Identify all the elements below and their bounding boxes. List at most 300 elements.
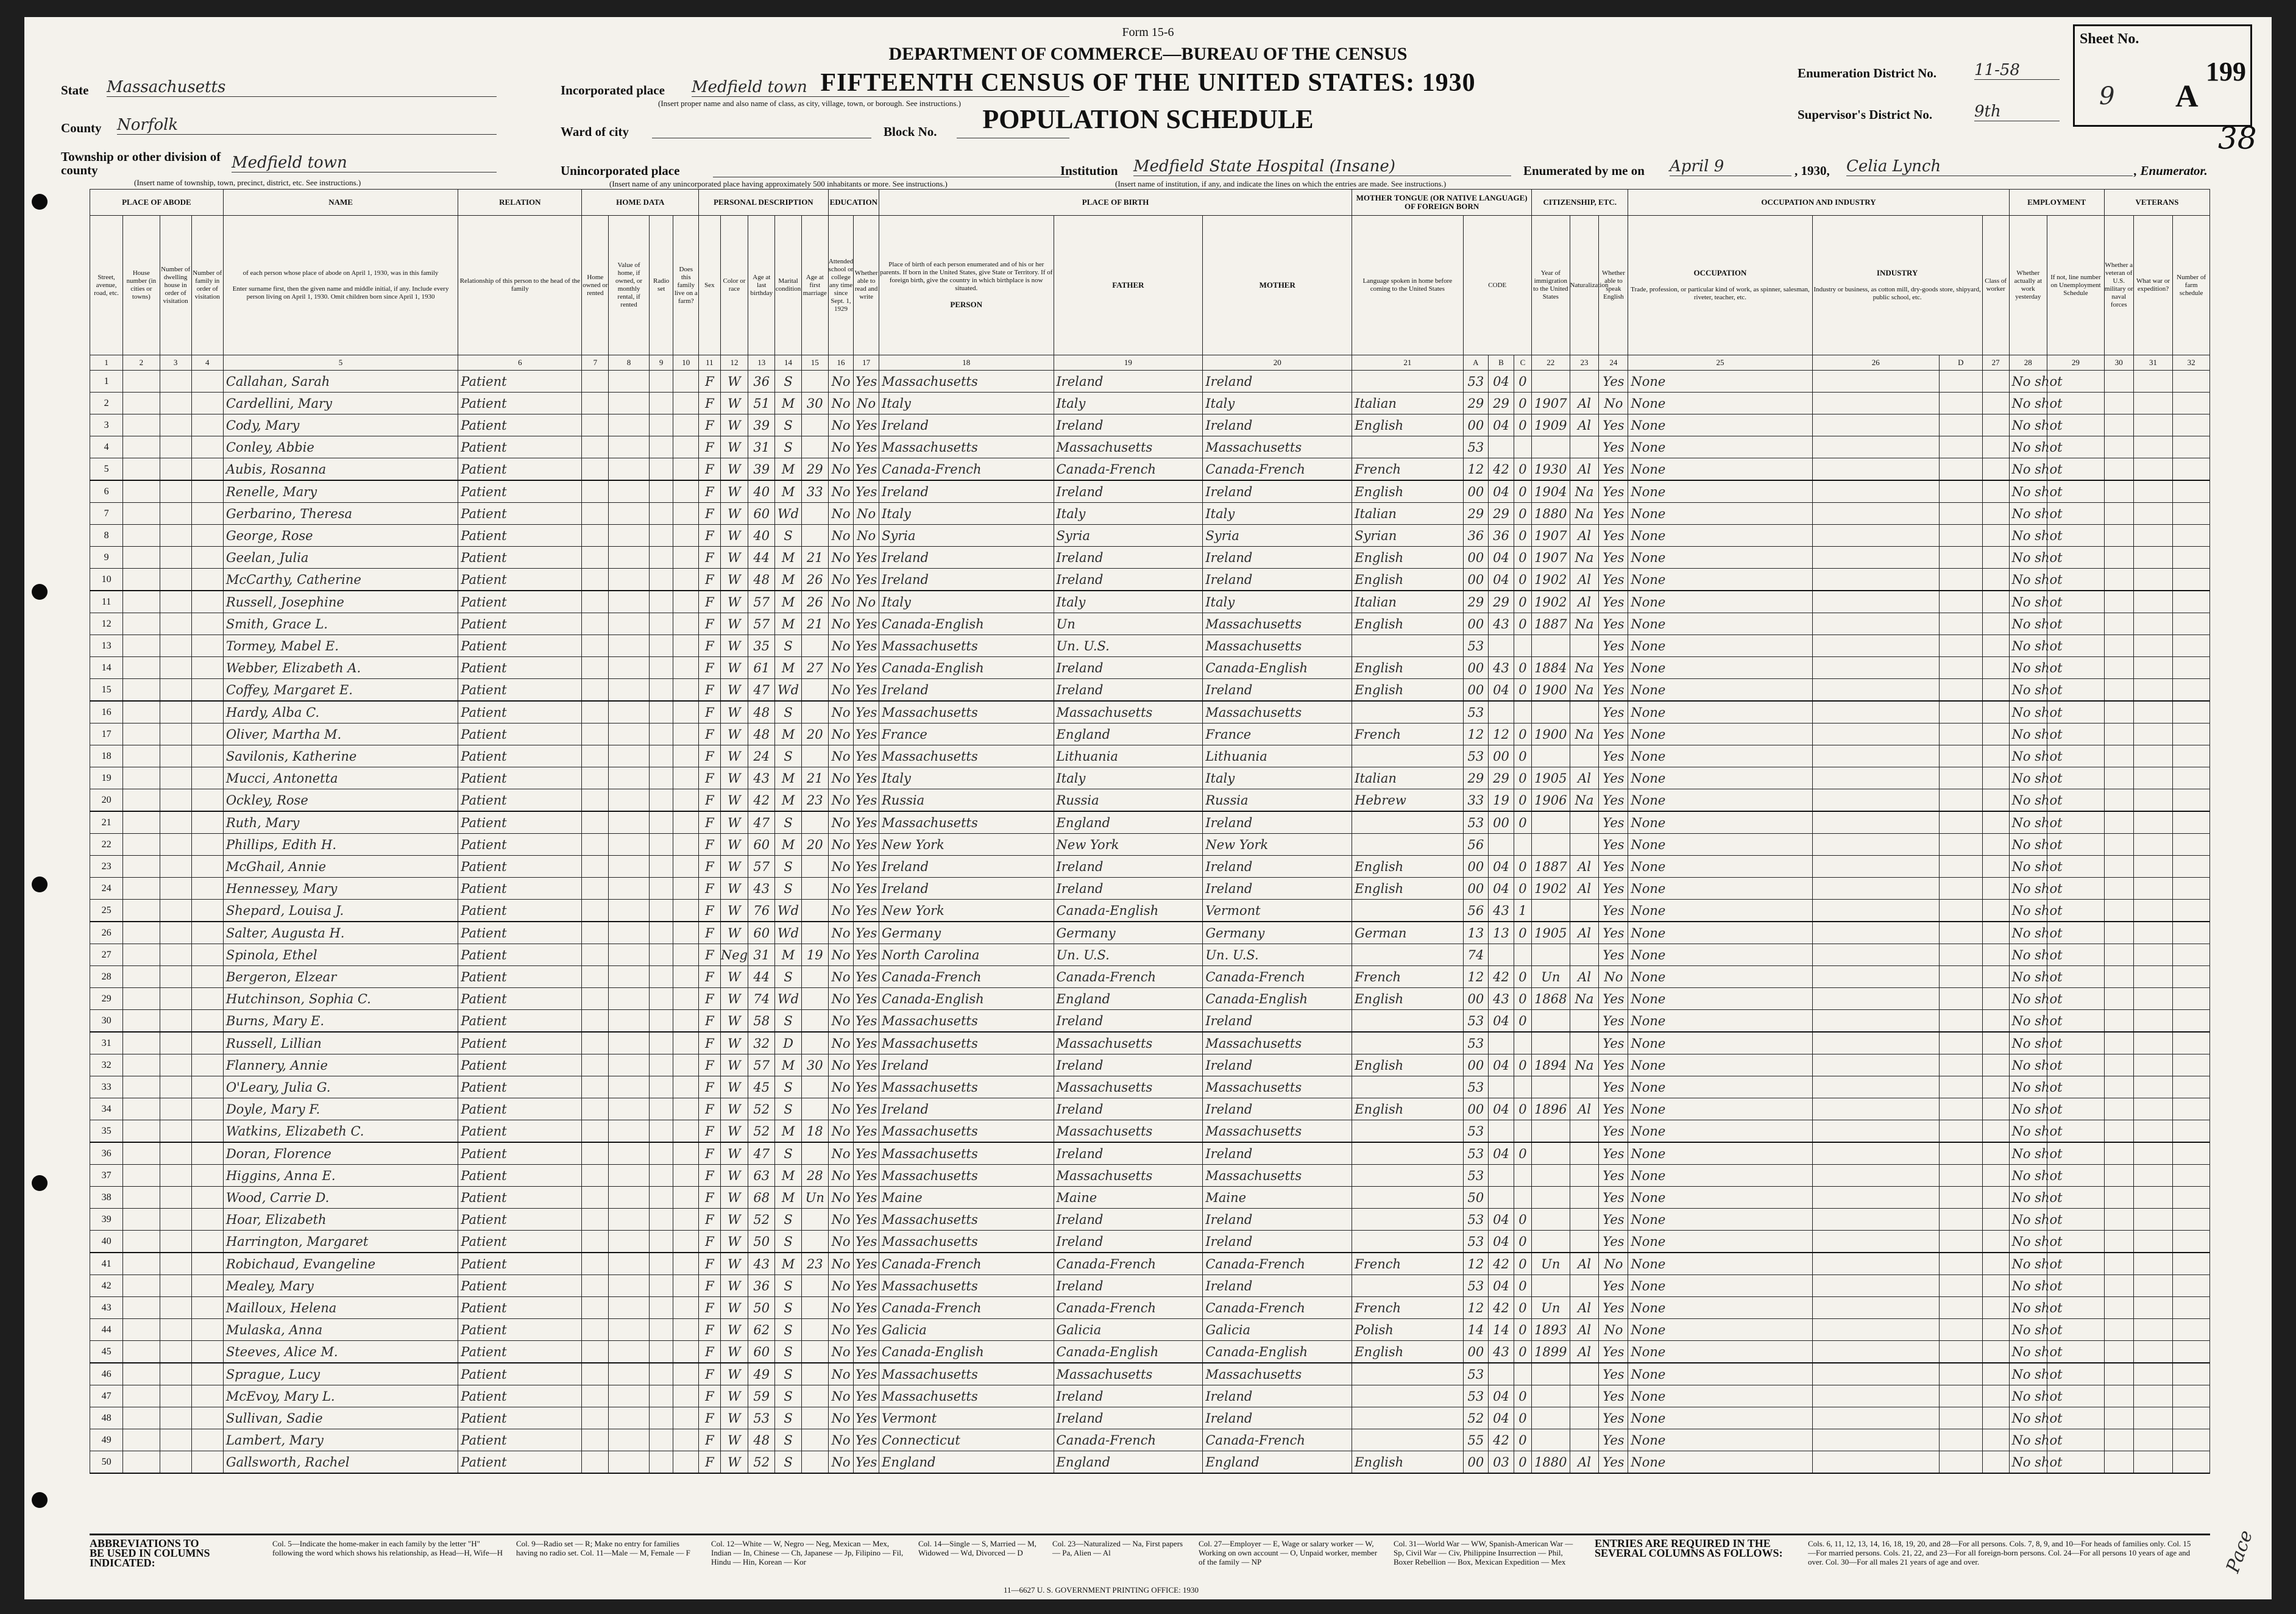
cell-eng: Yes <box>1599 1363 1628 1385</box>
cell-rel: Patient <box>458 745 582 767</box>
empty-cell <box>609 1363 650 1385</box>
empty-cell <box>160 1451 191 1474</box>
cell-cc: 0 <box>1514 922 1531 944</box>
institution-note: (Insert name of institution, if any, and indicate the lines on which the entries are made. See instructions.) <box>1115 179 1447 188</box>
cell-age: 52 <box>748 1209 775 1231</box>
cell-work: No shot <box>2009 1363 2047 1385</box>
empty-cell <box>1939 1319 1982 1341</box>
enumerator-label: , Enumerator. <box>2134 163 2208 178</box>
cell-bf: Canada-French <box>1054 1297 1203 1319</box>
cell-cb: 04 <box>1489 1275 1514 1297</box>
empty-cell <box>649 679 673 702</box>
cell-lang: Italian <box>1352 591 1463 613</box>
empty-cell <box>649 393 673 414</box>
cell-rw: Yes <box>854 1385 879 1407</box>
empty-cell <box>649 1451 673 1474</box>
cell-name: Shepard, Louisa J. <box>223 900 458 922</box>
line-number: 37 <box>90 1165 123 1187</box>
cell-cc: 0 <box>1514 1341 1531 1363</box>
cell-bf: Lithuania <box>1054 745 1203 767</box>
cell-eng: Yes <box>1599 635 1628 657</box>
line-number: 21 <box>90 811 123 834</box>
empty-cell <box>1982 1297 2009 1319</box>
empty-cell <box>609 1054 650 1076</box>
cell-sch: No <box>828 1297 854 1319</box>
empty-cell <box>2104 1363 2133 1385</box>
cell-cc <box>1514 1363 1531 1385</box>
cell-lang <box>1352 701 1463 723</box>
table-row <box>90 878 2210 900</box>
cell-bm: Ireland <box>1203 811 1352 834</box>
empty-cell <box>191 393 223 414</box>
empty-cell <box>2133 1054 2173 1076</box>
cell-bp: Ireland <box>879 1054 1054 1076</box>
empty-cell <box>2104 811 2133 834</box>
cell-occ: None <box>1628 878 1812 900</box>
empty-cell <box>2104 767 2133 789</box>
empty-cell <box>2133 1187 2173 1209</box>
column-number: A <box>1463 355 1489 371</box>
cell-ca: 53 <box>1463 1010 1489 1033</box>
empty-cell <box>582 679 609 702</box>
cell-eng: Yes <box>1599 480 1628 503</box>
hdr-read-write: Whether able to read and write <box>854 216 879 355</box>
cell-mar: M <box>775 723 802 745</box>
empty-cell <box>2133 789 2173 812</box>
empty-cell <box>1939 1209 1982 1231</box>
empty-cell <box>673 436 699 458</box>
empty-cell <box>649 1098 673 1120</box>
empty-cell <box>673 856 699 878</box>
empty-cell <box>123 1187 160 1209</box>
cell-sex: F <box>699 1385 720 1407</box>
empty-cell <box>160 789 191 812</box>
cell-mar: Wd <box>775 922 802 944</box>
abbrev-title <box>90 1539 211 1568</box>
empty-cell <box>1939 966 1982 988</box>
cell-work: No shot <box>2009 1098 2047 1120</box>
empty-cell <box>1939 1407 1982 1429</box>
empty-cell <box>123 1363 160 1385</box>
cell-sch: No <box>828 1165 854 1187</box>
cell-bm: Italy <box>1203 767 1352 789</box>
cell-imm <box>1532 1076 1570 1098</box>
empty-cell <box>2133 1275 2173 1297</box>
empty-cell <box>673 1142 699 1165</box>
column-number: 27 <box>1982 355 2009 371</box>
empty-cell <box>673 679 699 702</box>
cell-imm <box>1532 635 1570 657</box>
empty-cell <box>1812 1231 1939 1253</box>
cell-agm <box>801 988 828 1010</box>
department-title: DEPARTMENT OF COMMERCE—BUREAU OF THE CENSUS <box>888 44 1408 64</box>
cell-nat: Al <box>1570 458 1599 481</box>
empty-cell <box>1982 569 2009 591</box>
cell-sch: No <box>828 1275 854 1297</box>
cell-rel: Patient <box>458 701 582 723</box>
cell-bf: England <box>1054 811 1203 834</box>
cell-cb: 29 <box>1489 503 1514 525</box>
cell-age: 68 <box>748 1187 775 1209</box>
cell-eng: Yes <box>1599 1120 1628 1143</box>
empty-cell <box>1939 547 1982 569</box>
empty-cell <box>1982 613 2009 635</box>
cell-bf: Ireland <box>1054 856 1203 878</box>
cell-mar: M <box>775 547 802 569</box>
empty-cell <box>582 878 609 900</box>
cell-sex: F <box>699 1120 720 1143</box>
cell-sex: F <box>699 966 720 988</box>
cell-lang: Hebrew <box>1352 789 1463 812</box>
empty-cell <box>649 547 673 569</box>
group-place-of-abode: PLACE OF ABODE <box>90 190 224 216</box>
cell-sex: F <box>699 1187 720 1209</box>
cell-rel: Patient <box>458 591 582 613</box>
cell-rw: Yes <box>854 547 879 569</box>
empty-cell <box>2104 944 2133 966</box>
empty-cell <box>649 1363 673 1385</box>
cell-lang: English <box>1352 988 1463 1010</box>
cell-agm <box>801 679 828 702</box>
cell-bm: Italy <box>1203 591 1352 613</box>
cell-bm: Ireland <box>1203 679 1352 702</box>
cell-cb: 42 <box>1489 1253 1514 1275</box>
cell-rel: Patient <box>458 1429 582 1451</box>
column-number: 24 <box>1599 355 1628 371</box>
empty-cell <box>1939 701 1982 723</box>
cell-rw: Yes <box>854 834 879 856</box>
hdr-relation: Relationship of this person to the head of the family <box>458 216 582 355</box>
empty-cell <box>582 414 609 436</box>
cell-age: 36 <box>748 371 775 393</box>
cell-race: W <box>720 834 748 856</box>
line-number: 47 <box>90 1385 123 1407</box>
empty-cell <box>1939 679 1982 702</box>
census-sheet <box>24 17 2272 1599</box>
cell-cb <box>1489 635 1514 657</box>
empty-cell <box>609 789 650 812</box>
hdr-sex: Sex <box>699 216 720 355</box>
cell-bp: Massachusetts <box>879 1010 1054 1033</box>
empty-cell <box>673 1407 699 1429</box>
cell-ca: 00 <box>1463 569 1489 591</box>
empty-cell <box>1982 657 2009 679</box>
cell-sch: No <box>828 458 854 481</box>
table-row <box>90 811 2210 834</box>
cell-bp: Massachusetts <box>879 436 1054 458</box>
empty-cell <box>2133 811 2173 834</box>
column-number: 15 <box>801 355 828 371</box>
empty-cell <box>1939 613 1982 635</box>
empty-cell <box>1939 834 1982 856</box>
empty-cell <box>2173 1275 2210 1297</box>
cell-nat <box>1570 1209 1599 1231</box>
cell-nat <box>1570 371 1599 393</box>
empty-cell <box>2173 878 2210 900</box>
cell-race: W <box>720 613 748 635</box>
empty-cell <box>123 811 160 834</box>
empty-cell <box>2104 591 2133 613</box>
cell-age: 60 <box>748 1341 775 1363</box>
line-number: 46 <box>90 1363 123 1385</box>
cell-rel: Patient <box>458 789 582 812</box>
cell-age: 44 <box>748 966 775 988</box>
cell-bp: Connecticut <box>879 1429 1054 1451</box>
cell-rel: Patient <box>458 1142 582 1165</box>
cell-eng: Yes <box>1599 922 1628 944</box>
cell-rel: Patient <box>458 547 582 569</box>
cell-work: No shot <box>2009 811 2047 834</box>
cell-ca: 53 <box>1463 1275 1489 1297</box>
hdr-industry-note: Industry or business, as cotton mill, dry-goods store, shipyard, public school, etc. <box>1813 286 1981 301</box>
empty-cell <box>609 966 650 988</box>
cell-sch: No <box>828 1253 854 1275</box>
cell-imm <box>1532 834 1570 856</box>
cell-eng: Yes <box>1599 1429 1628 1451</box>
cell-rw: Yes <box>854 436 879 458</box>
abbrev-col23: Col. 23—Naturalized — Na, First papers — Pa, Alien — Al <box>1052 1539 1183 1557</box>
cell-rel: Patient <box>458 371 582 393</box>
cell-ca: 53 <box>1463 635 1489 657</box>
cell-cb: 29 <box>1489 393 1514 414</box>
cell-mar: S <box>775 1098 802 1120</box>
cell-occ: None <box>1628 525 1812 547</box>
cell-sch: No <box>828 900 854 922</box>
empty-cell <box>1982 635 2009 657</box>
cell-ca: 12 <box>1463 458 1489 481</box>
unincorporated-label: Unincorporated place <box>561 163 680 178</box>
empty-cell <box>160 393 191 414</box>
cell-agm: 19 <box>801 944 828 966</box>
hdr-name <box>223 216 458 355</box>
cell-cc: 0 <box>1514 458 1531 481</box>
table-row <box>90 613 2210 635</box>
hdr-occupation-note: Trade, profession, or particular kind of work, as spinner, salesman, riveter, teacher, etc. <box>1631 286 1810 301</box>
cell-bp: Canada-French <box>879 1297 1054 1319</box>
cell-bm: Ireland <box>1203 1054 1352 1076</box>
cell-race: W <box>720 988 748 1010</box>
cell-rw: Yes <box>854 657 879 679</box>
cell-ca: 53 <box>1463 1209 1489 1231</box>
cell-nat: Al <box>1570 1319 1599 1341</box>
cell-nat: Na <box>1570 679 1599 702</box>
empty-cell <box>123 591 160 613</box>
cell-imm: 1884 <box>1532 657 1570 679</box>
cell-nat: Na <box>1570 480 1599 503</box>
cell-ca: 14 <box>1463 1319 1489 1341</box>
empty-cell <box>2133 1165 2173 1187</box>
cell-age: 59 <box>748 1385 775 1407</box>
empty-cell <box>1939 1385 1982 1407</box>
cell-work: No shot <box>2009 569 2047 591</box>
cell-nat: Al <box>1570 767 1599 789</box>
cell-nat: Na <box>1570 657 1599 679</box>
empty-cell <box>2104 723 2133 745</box>
cell-agm <box>801 701 828 723</box>
cell-imm: 1880 <box>1532 1451 1570 1474</box>
empty-cell <box>2104 745 2133 767</box>
cell-bp: New York <box>879 834 1054 856</box>
entries-note: Cols. 6, 11, 12, 13, 14, 16, 18, 19, 20, and 28—For all persons. Cols. 7, 8, 9, and 10—For heads of families only. Col. 15—For married persons. Cols. 21, 22, and 23—For all foreign-born persons. Col. 24—For all persons 10 years of age and over. Col. 30—For all males 21 years of age and over. <box>1808 1539 2191 1566</box>
group-mother-tongue: MOTHER TONGUE (OR NATIVE LANGUAGE) OF FOREIGN BORN <box>1352 190 1532 216</box>
block-field <box>957 119 1069 138</box>
empty-cell <box>191 988 223 1010</box>
cell-agm <box>801 856 828 878</box>
empty-cell <box>1982 525 2009 547</box>
cell-sex: F <box>699 657 720 679</box>
empty-cell <box>191 1142 223 1165</box>
cell-imm: Un <box>1532 966 1570 988</box>
empty-cell <box>160 1385 191 1407</box>
line-number: 29 <box>90 988 123 1010</box>
cell-age: 57 <box>748 856 775 878</box>
empty-cell <box>649 1297 673 1319</box>
line-number: 6 <box>90 480 123 503</box>
cell-agm: 20 <box>801 723 828 745</box>
empty-cell <box>673 1165 699 1187</box>
empty-cell <box>582 789 609 812</box>
cell-sex: F <box>699 789 720 812</box>
empty-cell <box>609 1187 650 1209</box>
column-number: 8 <box>609 355 650 371</box>
empty-cell <box>160 1187 191 1209</box>
cell-mar: S <box>775 1076 802 1098</box>
empty-cell <box>673 503 699 525</box>
cell-race: W <box>720 1010 748 1033</box>
cell-lang <box>1352 834 1463 856</box>
cell-occ: None <box>1628 547 1812 569</box>
cell-lang: English <box>1352 1451 1463 1474</box>
cell-cb <box>1489 1165 1514 1187</box>
ward-field <box>652 119 871 138</box>
unincorporated-note: (Insert name of any unincorporated place having approximately 500 inhabitants or more. See instructions.) <box>609 179 948 188</box>
empty-cell <box>191 922 223 944</box>
cell-occ: None <box>1628 414 1812 436</box>
empty-cell <box>673 1275 699 1297</box>
cell-bm: Canada-English <box>1203 657 1352 679</box>
column-number: 17 <box>854 355 879 371</box>
empty-cell <box>673 922 699 944</box>
cell-nat: Al <box>1570 856 1599 878</box>
cell-rel: Patient <box>458 1120 582 1143</box>
cell-name: Bergeron, Elzear <box>223 966 458 988</box>
empty-cell <box>609 480 650 503</box>
cell-sch: No <box>828 988 854 1010</box>
empty-cell <box>673 547 699 569</box>
cell-bf: Ireland <box>1054 569 1203 591</box>
line-number: 36 <box>90 1142 123 1165</box>
empty-cell <box>649 767 673 789</box>
empty-cell <box>649 1209 673 1231</box>
cell-cb: 43 <box>1489 657 1514 679</box>
empty-cell <box>582 944 609 966</box>
empty-cell <box>582 1054 609 1076</box>
cell-eng: Yes <box>1599 1187 1628 1209</box>
empty-cell <box>2173 1451 2210 1474</box>
cell-rw: Yes <box>854 1032 879 1054</box>
cell-imm <box>1532 1209 1570 1231</box>
cell-bp: Massachusetts <box>879 1209 1054 1231</box>
hdr-industry-label: INDUSTRY <box>1876 268 1918 277</box>
cell-race: Neg <box>720 944 748 966</box>
cell-cc: 0 <box>1514 480 1531 503</box>
cell-rel: Patient <box>458 679 582 702</box>
empty-cell <box>2104 480 2133 503</box>
cell-bf: Ireland <box>1054 547 1203 569</box>
cell-rw: Yes <box>854 1209 879 1231</box>
empty-cell <box>673 613 699 635</box>
cell-age: 51 <box>748 393 775 414</box>
cell-agm: 29 <box>801 458 828 481</box>
cell-nat <box>1570 436 1599 458</box>
empty-cell <box>2133 966 2173 988</box>
table-row <box>90 1076 2210 1098</box>
cell-eng: Yes <box>1599 1385 1628 1407</box>
empty-cell <box>123 1451 160 1474</box>
cell-mar: S <box>775 1275 802 1297</box>
cell-bm: Canada-French <box>1203 966 1352 988</box>
cell-sex: F <box>699 1165 720 1187</box>
empty-cell <box>123 1385 160 1407</box>
cell-mar: S <box>775 414 802 436</box>
cell-sex: F <box>699 503 720 525</box>
cell-cb <box>1489 834 1514 856</box>
empty-cell <box>1812 944 1939 966</box>
cell-rw: Yes <box>854 723 879 745</box>
empty-cell <box>673 1385 699 1407</box>
cell-race: W <box>720 1032 748 1054</box>
cell-rel: Patient <box>458 856 582 878</box>
cell-ca: 12 <box>1463 1297 1489 1319</box>
cell-rel: Patient <box>458 480 582 503</box>
cell-bf: Massachusetts <box>1054 1032 1203 1054</box>
empty-cell <box>191 767 223 789</box>
empty-cell <box>191 1054 223 1076</box>
cell-eng: Yes <box>1599 458 1628 481</box>
empty-cell <box>582 723 609 745</box>
cell-ca: 56 <box>1463 834 1489 856</box>
empty-cell <box>2173 1407 2210 1429</box>
empty-cell <box>673 1253 699 1275</box>
empty-cell <box>673 458 699 481</box>
empty-cell <box>1812 767 1939 789</box>
cell-mar: Wd <box>775 988 802 1010</box>
empty-cell <box>1812 988 1939 1010</box>
cell-race: W <box>720 1187 748 1209</box>
cell-mar: M <box>775 1120 802 1143</box>
empty-cell <box>123 1142 160 1165</box>
empty-cell <box>649 900 673 922</box>
cell-name: Mucci, Antonetta <box>223 767 458 789</box>
cell-ca: 36 <box>1463 525 1489 547</box>
cell-rw: Yes <box>854 1341 879 1363</box>
cell-race: W <box>720 1142 748 1165</box>
cell-occ: None <box>1628 922 1812 944</box>
empty-cell <box>2104 414 2133 436</box>
empty-cell <box>1982 1231 2009 1253</box>
cell-eng: Yes <box>1599 988 1628 1010</box>
empty-cell <box>1939 1054 1982 1076</box>
empty-cell <box>1982 1187 2009 1209</box>
cell-agm: Un <box>801 1187 828 1209</box>
empty-cell <box>2104 1253 2133 1275</box>
cell-age: 52 <box>748 1098 775 1120</box>
cell-bp: Canada-English <box>879 613 1054 635</box>
cell-name: Doran, Florence <box>223 1142 458 1165</box>
cell-cb: 04 <box>1489 1010 1514 1033</box>
cell-race: W <box>720 414 748 436</box>
cell-occ: None <box>1628 745 1812 767</box>
